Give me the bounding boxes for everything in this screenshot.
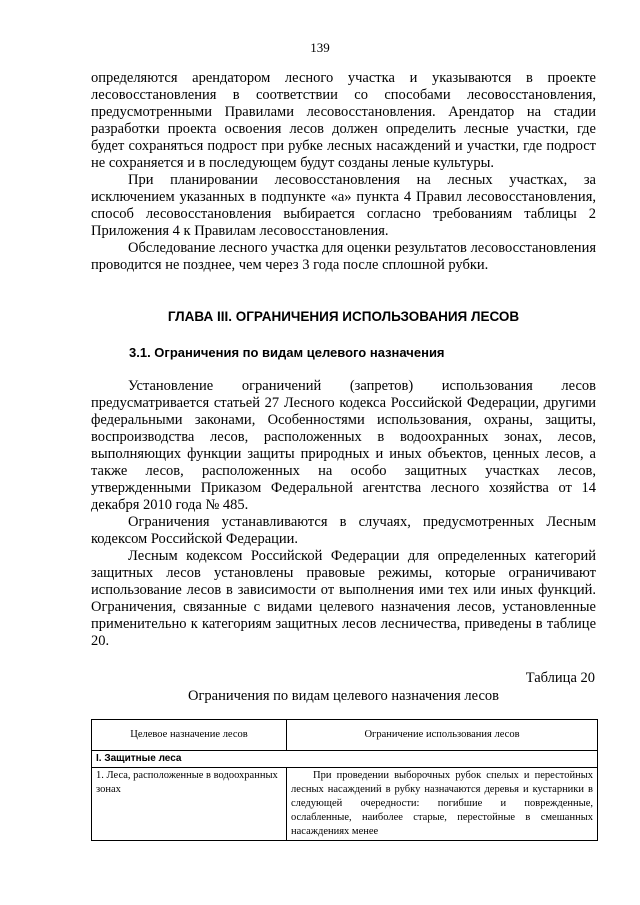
restrictions-table [91,719,598,841]
table-label: Таблица 20 [525,670,595,686]
paragraph: Лесным кодексом Российской Федерации для определенных категорий защитных лесов установлены правовые режимы, которые ограничивают использование лесов в зависимости от выполнения ими тех или иных функций. Ограничения, связанные с видами целевого назначения лесов, установленные применительно к категориям защитных лесов лесничества, приведены в таблице 20. [91,548,596,649]
table-cell: 1. Леса, расположенные в водоохранных зонах [92,768,287,841]
table-section-row [92,751,598,768]
table-header-cell: Ограничение использования лесов [287,720,598,751]
table-row [92,768,598,841]
body-text-bottom [91,378,596,650]
chapter-heading: ГЛАВА III. ОГРАНИЧЕНИЯ ИСПОЛЬЗОВАНИЯ ЛЕСОВ [167,309,520,324]
section-heading: 3.1. Ограничения по видам целевого назначения [129,345,445,360]
table-header-cell: Целевое назначение лесов [92,720,287,751]
paragraph: Обследование лесного участка для оценки результатов лесовосстановления проводится не позднее, чем через 3 года после сплошной рубки. [91,240,596,273]
paragraph: Установление ограничений (запретов) использования лесов предусматривается статьей 27 Лесного кодекса Российской Федерации, другими федеральными законами, Особенностями использования, охраны, защиты, воспроизводства лесов, расположенных в водоохранных зонах, лесов, выполняющих функции защиты природных и иных объектов, ценных лесов, а также лесов, расположенных на особо защитных участках лесов, утвержденными Приказом Федеральной агентства лесного хозяйства от 14 декабря 2010 года № 485. [91,378,596,513]
table-caption: Ограничения по видам целевого назначения лесов [188,688,499,704]
table-header-row [92,720,598,751]
paragraph: определяются арендатором лесного участка и указываются в проекте лесовосстановления в соответствии со способами лесовосстановления, предусмотренными Правилами лесовосстановления. Арендатор на стадии разработки проекта освоения лесов должен определить лесные участки, где будет сохраняться подрост при рубке лесных насаждений и участки, где подрост не сохраняется и в последующем будут созданы леные культуры. [91,70,596,171]
page-number: 139 [310,40,330,55]
table-section-cell: I. Защитные леса [92,751,598,768]
paragraph: Ограничения устанавливаются в случаях, предусмотренных Лесным кодексом Российской Федерации. [91,514,596,547]
body-text-top [91,70,596,274]
table-cell-text: При проведении выборочных рубок спелых и перестойных лесных насаждений в рубку назначаются деревья и кустарники в следующей очередности: погибшие и поврежденные, ослабленные, наиболее старые, перестойные в смешанных насаждениях менее [291,770,593,837]
paragraph: При планировании лесовосстановления на лесных участках, за исключением указанных в подпункте «а» пункта 4 Правил лесовосстановления, способ лесовосстановления выбирается согласно требованиям таблицы 2 Приложения 4 к Правилам лесовосстановления. [91,172,596,239]
table-cell [287,768,598,841]
